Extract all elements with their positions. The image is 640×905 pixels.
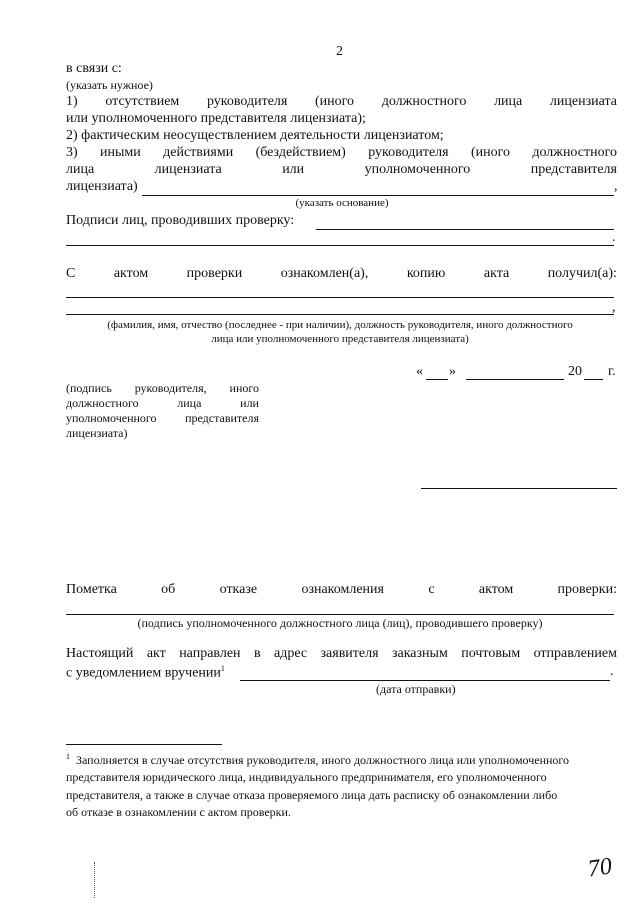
intro-text: в связи с: — [66, 61, 122, 76]
handwritten-page-number: 70 — [586, 853, 614, 883]
specify-needed-note: (указать нужное) — [66, 78, 153, 92]
signature-caption-line-2: должностного лица или — [66, 396, 259, 410]
scan-artifact-mark — [94, 862, 96, 898]
footnote-line-2: представителя юридического лица, индивидуального предпринимателя, его уполномоченного — [66, 770, 547, 784]
basis-end-comma: , — [614, 179, 618, 194]
signature-caption-line-3: уполномоченного представителя — [66, 411, 259, 425]
acquainted-end-comma: , — [612, 300, 616, 315]
signature-field[interactable] — [421, 488, 617, 489]
reason-2: 2) фактическим неосуществлением деятельности лицензиатом; — [66, 128, 444, 143]
refusal-line[interactable] — [66, 614, 614, 615]
reason-3-line-1: 3) иными действиями (бездействием) руководителя (иного должностного — [66, 145, 617, 160]
page-number: 2 — [336, 44, 343, 59]
date-open-quote: « — [416, 364, 423, 379]
reason-1-line-1: 1) отсутствием руководителя (иного должностного лица лицензиата — [66, 94, 617, 109]
footnote-line-4: об отказе в ознакомлении с актом проверки. — [66, 805, 291, 819]
date-close-quote: » — [449, 364, 456, 379]
acquainted-caption-1: (фамилия, имя, отчество (последнее - при наличии), должность руководителя, иного должностного — [107, 319, 573, 331]
acquainted-caption-2: лица или уполномоченного представителя лицензиата) — [211, 333, 469, 345]
sent-end-dot: . — [610, 664, 614, 679]
acquainted-statement: С актом проверки ознакомлен(а), копию акта получил(а): — [66, 266, 617, 281]
signatures-line-2[interactable] — [66, 245, 614, 246]
date-year-field[interactable] — [584, 379, 603, 380]
reason-3-line-2: лица лицензиата или уполномоченного представителя — [66, 162, 617, 177]
date-year-suffix: г. — [608, 364, 616, 379]
signatures-line-1[interactable] — [316, 229, 614, 230]
signatures-label: Подписи лиц, проводивших проверку: — [66, 213, 295, 228]
basis-input-line[interactable] — [142, 195, 614, 196]
acquainted-line-1[interactable] — [66, 297, 614, 298]
date-month-field[interactable] — [466, 379, 564, 380]
footnote-separator — [66, 744, 222, 745]
refusal-statement: Пометка об отказе ознакомления с актом проверки: — [66, 582, 617, 597]
signatures-end-dot: . — [612, 230, 616, 245]
footnote-line-1: $^1$ Заполняется в случае отсутствия руководителя, иного должностного лица или уполномоченного — [66, 752, 570, 767]
reason-3-line-3: лицензиата) — [66, 179, 138, 194]
refusal-caption: (подпись уполномоченного должностного лица (лиц), проводившего проверку) — [137, 616, 543, 630]
reason-1-line-2: или уполномоченного представителя лицензиата); — [66, 111, 366, 126]
send-date-field[interactable] — [240, 680, 610, 681]
sent-statement-line-2: с уведомлением вручении$^1$ — [66, 664, 225, 681]
footnote-reference: 1 — [220, 664, 225, 673]
signature-caption-line-1: (подпись руководителя, иного — [66, 381, 259, 395]
sent-statement-line-1: Настоящий акт направлен в адрес заявителя заказным почтовым отправлением — [66, 646, 617, 661]
date-day-field[interactable] — [426, 379, 448, 380]
signature-caption-line-4: лицензиата) — [66, 426, 128, 440]
footnote-line-3: представителя, а также в случае отказа проверяемого лица дать расписку об ознакомлении либо — [66, 788, 558, 802]
acquainted-line-2[interactable] — [66, 314, 614, 315]
footnote-mark: 1 — [66, 752, 70, 761]
basis-caption: (указать основание) — [295, 197, 389, 209]
send-date-caption: (дата отправки) — [376, 682, 456, 696]
date-year-prefix: 20 — [568, 364, 582, 379]
